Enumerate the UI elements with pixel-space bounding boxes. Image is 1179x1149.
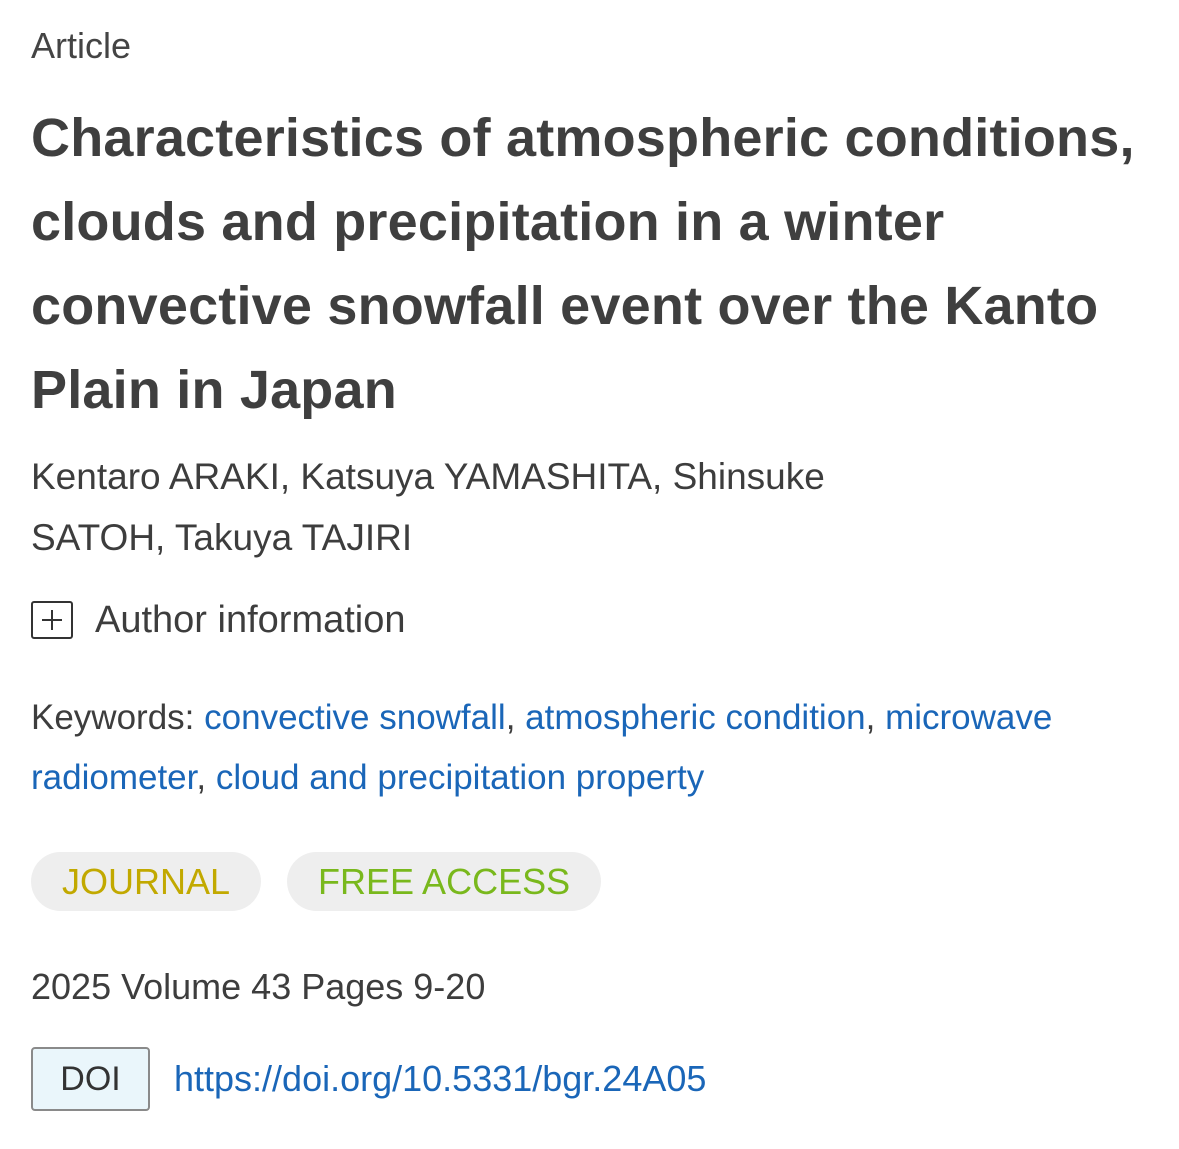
plus-icon[interactable] (31, 601, 73, 639)
keywords-section (31, 688, 1131, 808)
keyword-separator: , (505, 698, 516, 737)
keyword-link[interactable]: cloud and precipitation property (215, 758, 705, 797)
author-list: Kentaro ARAKI, Katsuya YAMASHITA, Shinsuke SATOH, Takuya TAJIRI (31, 456, 825, 558)
author-information-label: Author information (95, 599, 406, 641)
doi-row (31, 1047, 706, 1111)
article-title: Characteristics of atmospheric conditions, clouds and precipitation in a winter convective snowfall event over the Kanto Plain in Japan (31, 108, 1135, 420)
doi-label: DOI (31, 1047, 150, 1111)
author-information-toggle[interactable] (31, 597, 406, 643)
journal-badge: JOURNAL (31, 852, 261, 911)
article-type-label: Article (31, 25, 132, 66)
keyword-link[interactable]: atmospheric condition (525, 698, 866, 737)
badge-row (31, 852, 627, 911)
keywords-label: Keywords: (31, 698, 195, 737)
keyword-separator: , (865, 698, 876, 737)
publication-volume: 2025 Volume 43 Pages 9-20 (31, 966, 486, 1007)
doi-link[interactable]: https://doi.org/10.5331/bgr.24A05 (174, 1058, 707, 1099)
keyword-link[interactable]: microwave radiometer (31, 698, 1053, 797)
free-access-badge: FREE ACCESS (287, 852, 601, 911)
keyword-separator: , (196, 758, 207, 797)
keyword-link[interactable]: convective snowfall (204, 698, 506, 737)
